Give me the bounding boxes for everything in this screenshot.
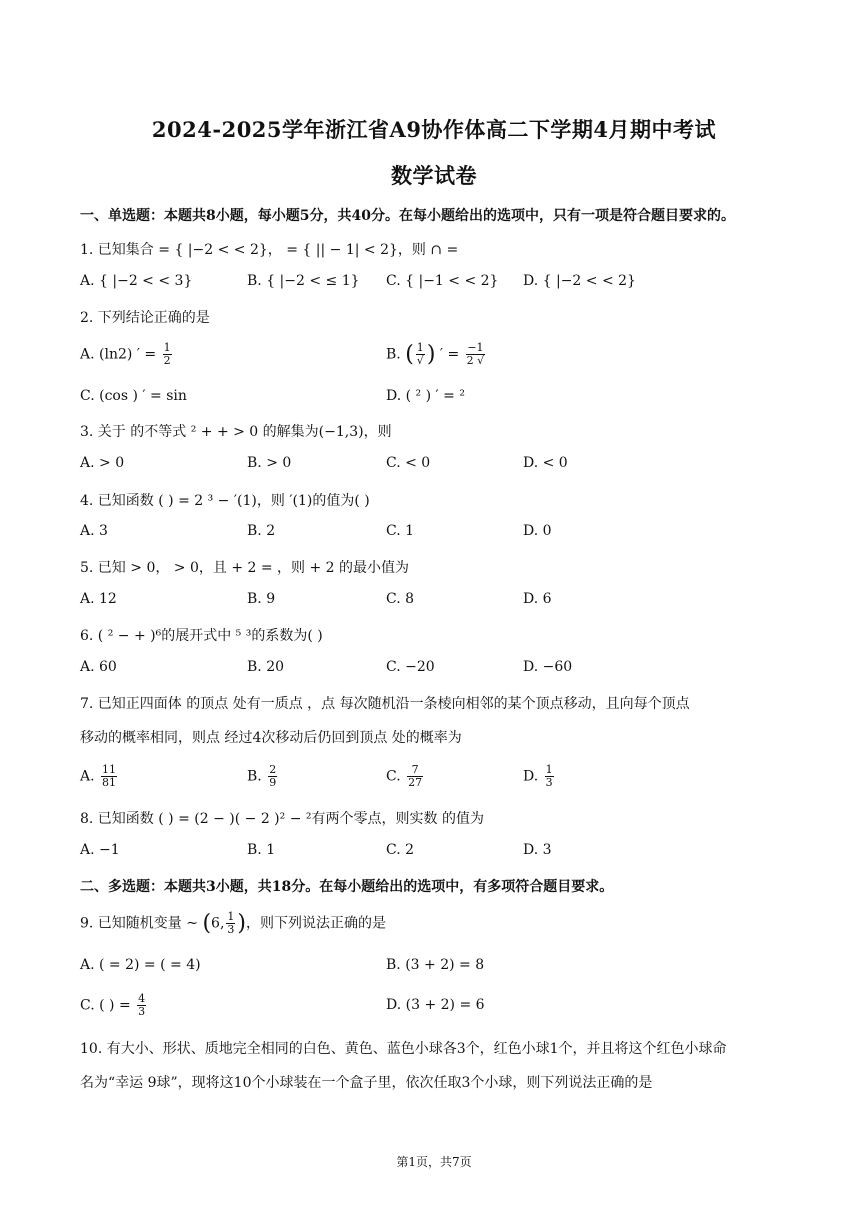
- fraction-numerator: 1: [227, 910, 235, 923]
- question-9-param-p: [226, 911, 235, 936]
- question-8-stem: 8. 已知函数 ( ) = (2 − )( − 2 )² − ²有两个零点，则实数 的值为: [80, 811, 484, 827]
- question-7-option-a-fraction: [101, 764, 117, 789]
- question-4-option-d: D. 0: [523, 523, 552, 539]
- question-2-option-a-text: A. (ln2) ′ =: [80, 346, 157, 363]
- question-6-option-d: D. −60: [523, 659, 573, 675]
- question-1-option-a: A. { |−2 < < 3}: [80, 273, 193, 289]
- fraction-denominator: 3: [545, 776, 553, 789]
- question-2-option-b-inner-fraction: [416, 342, 425, 367]
- question-9-stem-suffix: ，则下列说法正确的是: [246, 915, 386, 932]
- page-footer: 第1页，共7页: [396, 1155, 472, 1169]
- question-9-option-c-text: C. ( ) =: [80, 997, 131, 1014]
- question-4-stem: 4. 已知函数 ( ) = 2 ³ − ′(1)，则 ′(1)的值为( ): [80, 493, 370, 509]
- question-6-option-a: A. 60: [80, 659, 117, 675]
- question-9-option-d: D. (3 + 2) = 6: [386, 997, 485, 1013]
- question-10-stem-line1: 10. 有大小、形状、质地完全相同的白色、黄色、蓝色小球各3个，红色小球1个，并且将这个红色小球命: [80, 1041, 727, 1057]
- question-3-option-c: C. < 0: [386, 455, 431, 471]
- question-7-option-b-fraction: [268, 764, 277, 789]
- question-9-stem: 9. 已知随机变量 ~ (6, $\frac{1}{3}$ )，则下列说法正确的是: [80, 910, 386, 936]
- question-5-option-d: D. 6: [523, 591, 552, 607]
- option-label: B.: [247, 768, 262, 785]
- question-9-option-c-fraction: [137, 993, 146, 1018]
- question-7-option-d: [523, 764, 556, 789]
- question-7-option-b: [247, 764, 279, 789]
- fraction-numerator: 7: [407, 764, 423, 777]
- fraction-denominator: 3: [138, 1005, 146, 1018]
- fraction-denominator: 9: [269, 776, 277, 789]
- question-1-option-d: D. { |−2 < < 2}: [523, 273, 636, 289]
- question-2-option-b-eq: ′ =: [439, 346, 460, 363]
- question-9-option-b: B. (3 + 2) = 8: [386, 957, 485, 973]
- exam-subtitle: 数学试卷: [391, 163, 477, 188]
- question-8-option-c: C. 2: [386, 842, 415, 858]
- section-heading-single-choice: 一、单选题：本题共8小题，每小题5分，共40分。在每小题给出的选项中，只有一项是符合题目要求的。: [80, 208, 735, 224]
- question-9-param-n: 6,: [211, 915, 225, 932]
- question-3-option-b: B. > 0: [247, 455, 292, 471]
- fraction-numerator: 4: [138, 992, 146, 1005]
- question-6-stem: 6. ( ² − + )⁶的展开式中 ⁵ ³的系数为( ): [80, 628, 323, 644]
- question-7-option-a: [80, 764, 119, 789]
- question-3-stem: 3. 关于 的不等式 ² + + > 0 的解集为(−1,3)，则: [80, 424, 392, 440]
- question-3-option-a: A. > 0: [80, 455, 125, 471]
- fraction-numerator: −1: [467, 341, 484, 354]
- question-1-option-c: C. { |−1 < < 2}: [386, 273, 499, 289]
- question-2-option-b-fraction: [466, 342, 486, 367]
- question-9-stem-prefix: 9. 已知随机变量 ~: [80, 915, 198, 932]
- fraction-numerator: 1: [545, 763, 553, 776]
- fraction-numerator: 1: [416, 341, 424, 354]
- fraction-denominator: √: [416, 354, 424, 367]
- question-8-option-d: D. 3: [523, 842, 552, 858]
- exam-title: 2024-2025学年浙江省A9协作体高二下学期4月期中考试: [151, 117, 717, 142]
- question-9-option-a: A. ( = 2) = ( = 4): [80, 957, 201, 973]
- question-10-stem-line2: 名为“幸运 9球”，现将这10个小球装在一个盒子里，依次任取3个小球，则下列说法正确的是: [80, 1075, 653, 1091]
- question-6-option-b: B. 20: [247, 659, 285, 675]
- question-3-option-d: D. < 0: [523, 455, 568, 471]
- fraction-denominator: 2 √: [466, 354, 485, 367]
- question-5-stem: 5. 已知 > 0， > 0，且 + 2 = ，则 + 2 的最小值为: [80, 560, 410, 576]
- fraction-numerator: 1: [163, 341, 171, 354]
- question-2-option-c: C. (cos ) ′ = sin: [80, 388, 187, 404]
- option-label: D.: [523, 768, 539, 785]
- question-4-option-b: B. 2: [247, 523, 276, 539]
- question-7-stem-line2: 移动的概率相同，则点 经过4次移动后仍回到顶点 处的概率为: [80, 730, 462, 746]
- fraction-denominator: 2: [163, 354, 171, 367]
- question-2-option-d: D. ( ² ) ′ = ²: [386, 388, 465, 404]
- question-2-stem: 2. 下列结论正确的是: [80, 310, 210, 326]
- question-8-option-b: B. 1: [247, 842, 276, 858]
- question-5-option-a: A. 12: [80, 591, 117, 607]
- fraction-numerator: 11: [102, 763, 117, 776]
- section-heading-multiple-choice: 二、多选题：本题共3小题，共18分。在每小题给出的选项中，有多项符合题目要求。: [80, 879, 614, 895]
- question-7-option-c-fraction: [407, 764, 423, 789]
- fraction-numerator: 2: [269, 763, 277, 776]
- question-2-option-b-label: B.: [386, 346, 401, 363]
- question-4-option-a: A. 3: [80, 523, 108, 539]
- option-label: C.: [386, 768, 401, 785]
- question-1-option-b: B. { |−2 < ≤ 1}: [247, 273, 360, 289]
- question-5-option-b: B. 9: [247, 591, 276, 607]
- question-4-option-c: C. 1: [386, 523, 415, 539]
- question-1-stem: 1. 已知集合 = { |−2 < < 2}， = { || − 1| < 2}，则 ∩ =: [80, 242, 459, 258]
- question-9-option-c: [80, 993, 148, 1018]
- question-7-option-d-fraction: [545, 764, 554, 789]
- fraction-denominator: 81: [102, 776, 117, 789]
- question-2-option-a: [80, 342, 174, 367]
- question-6-option-c: C. −20: [386, 659, 435, 675]
- fraction-denominator: 3: [227, 923, 235, 936]
- question-7-option-c: [386, 764, 425, 789]
- question-7-stem-line1: 7. 已知正四面体 的顶点 处有一质点 ，点 每次随机沿一条棱向相邻的某个顶点移动，且向每个顶点: [80, 696, 690, 712]
- question-2-option-a-fraction: [163, 342, 172, 367]
- question-2-option-b: B. ( $\frac{1}{√}$ ) ′ = $\frac{-1}{2 √}$: [386, 341, 485, 367]
- question-8-option-a: A. −1: [80, 842, 120, 858]
- option-label: A.: [80, 768, 95, 785]
- question-5-option-c: C. 8: [386, 591, 415, 607]
- fraction-denominator: 27: [408, 776, 423, 789]
